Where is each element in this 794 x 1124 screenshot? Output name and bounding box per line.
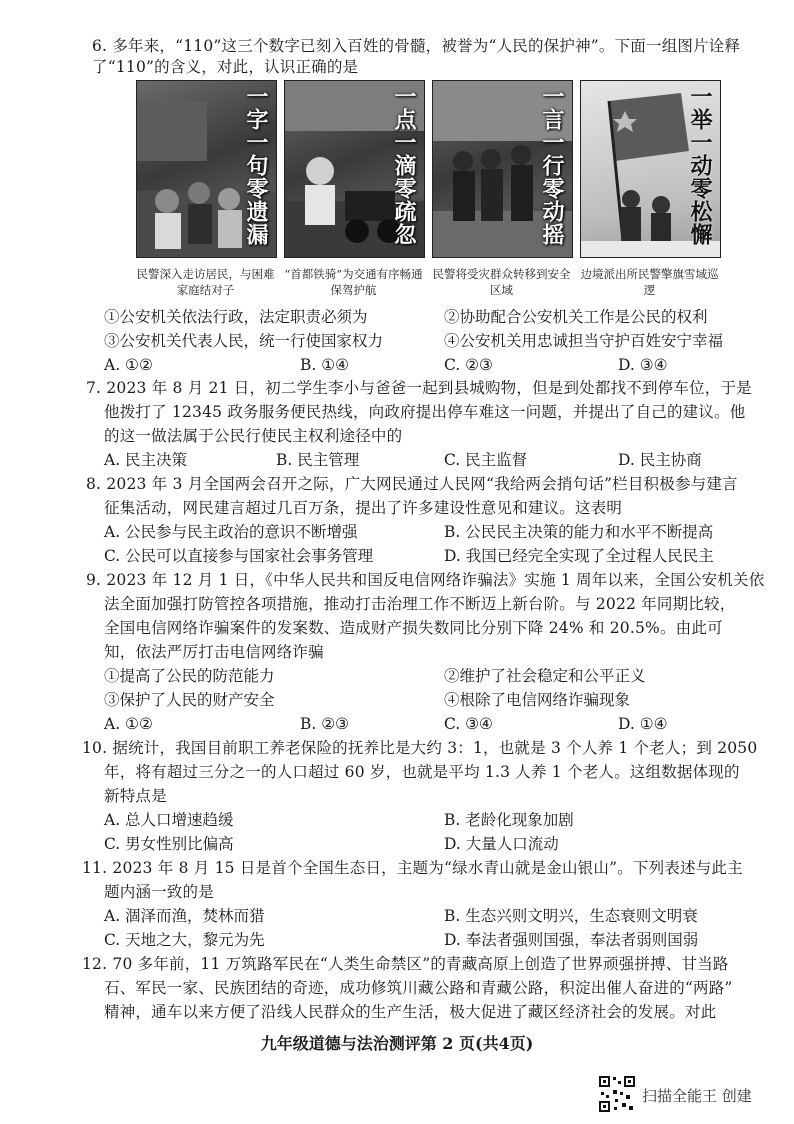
q6-option-d[interactable]: D. ③④ — [618, 356, 668, 374]
q8-option-c[interactable]: C. 公民可以直接参与国家社会事务管理 — [104, 547, 374, 565]
photo-rescue — [432, 80, 573, 258]
q11-option-b[interactable]: B. 生态兴则文明兴，生态衰则文明衰 — [444, 907, 698, 925]
q6-statement-4: ④公安机关用忠诚担当守护百姓安宁幸福 — [444, 332, 724, 350]
q7-stem-line2: 他拨打了 12345 政务服务便民热线，向政府提出停车难这一问题，并提出了自己的建议。他 — [104, 403, 746, 421]
q12-stem-line1: 12. 70 多年前，11 万筑路军民在“人类生命禁区”的青藏高原上创造了世界顽强拼搏、甘当路 — [82, 955, 729, 973]
photo-caption: 民警深入走访居民，与困难家庭结对子 — [136, 267, 275, 297]
photo-caption: “首都铁骑”为交通有序畅通保驾护航 — [284, 267, 423, 297]
q9-stem-line4: 知，依法严厉打击电信网络诈骗 — [104, 643, 324, 661]
photo-slogan: 一点一滴零疏忽 — [391, 85, 417, 246]
q6-stem-line1: 6. 多年来，“110”这三个数字已刻入百姓的骨髓，被誉为“人民的保护神”。下面一组图片诠释 — [92, 37, 741, 55]
q9-option-d[interactable]: D. ①④ — [618, 715, 668, 733]
q9-stem-line3: 全国电信网络诈骗案件的发案数、造成财产损失数同比分别下降 24% 和 20.5%。由此可 — [104, 619, 723, 637]
q6-photo-strip — [136, 80, 720, 297]
q7-option-b[interactable]: B. 民主管理 — [276, 451, 360, 469]
q7-option-d[interactable]: D. 民主协商 — [618, 451, 702, 469]
photo-police-visit — [136, 80, 277, 258]
q9-statement-3: ③保护了人民的财产安全 — [104, 691, 275, 709]
q8-stem-line2: 征集活动，网民建言超过几百万条，提出了许多建设性意见和建议。这表明 — [104, 499, 623, 517]
q9-option-b[interactable]: B. ②③ — [300, 715, 350, 733]
q10-option-a[interactable]: A. 总人口增速趋缓 — [104, 811, 234, 829]
q11-stem-line1: 11. 2023 年 8 月 15 日是首个全国生态日，主题为“绿水青山就是金山银山”。下列表述与此主 — [82, 859, 743, 877]
q7-option-a[interactable]: A. 民主决策 — [104, 451, 188, 469]
q6-option-c[interactable]: C. ②③ — [444, 356, 493, 374]
watermark-text: 扫描全能王 创建 — [642, 1087, 752, 1105]
q11-option-a[interactable]: A. 涸泽而渔，焚林而猎 — [104, 907, 265, 925]
q9-statement-4: ④根除了电信网络诈骗现象 — [444, 691, 631, 709]
q9-statement-1: ①提高了公民的防范能力 — [104, 667, 275, 685]
q6-statement-3: ③公安机关代表人民，统一行使国家权力 — [104, 332, 384, 350]
photo-slogan: 一举一动零松懈 — [687, 85, 713, 246]
q10-stem-line3: 新特点是 — [104, 787, 167, 805]
q11-option-d[interactable]: D. 奉法者强则国强，奉法者弱则国弱 — [444, 931, 699, 949]
q8-stem-line1: 8. 2023 年 3 月全国两会召开之际，广大网民通过人民网“我给两会捎句话”栏目积极参与建言 — [86, 475, 738, 493]
q10-option-c[interactable]: C. 男女性别比偏高 — [104, 835, 234, 853]
q9-stem-line1: 9. 2023 年 12 月 1 日，《中华人民共和国反电信网络诈骗法》实施 1 周年以来，全国公安机关依 — [86, 571, 765, 589]
q7-stem-line1: 7. 2023 年 8 月 21 日，初二学生李小与爸爸一起到县城购物，但是到处都找不到停车位，于是 — [86, 379, 752, 397]
page-footer: 九年级道德与法治测评第 2 页(共4页) — [260, 1034, 534, 1053]
q6-option-a[interactable]: A. ①② — [104, 356, 153, 374]
q11-option-c[interactable]: C. 天地之大，黎元为先 — [104, 931, 265, 949]
photo-slogan: 一言一行零动摇 — [539, 85, 565, 246]
photo-caption: 民警将受灾群众转移到安全区域 — [432, 267, 571, 297]
q12-stem-line2: 石、军民一家、民族团结的奇迹，成功修筑川藏公路和青藏公路，积淀出催人奋进的“两路” — [104, 979, 733, 997]
q10-option-b[interactable]: B. 老龄化现象加剧 — [444, 811, 574, 829]
q11-stem-line2: 题内涵一致的是 — [104, 883, 214, 901]
q12-stem-line3: 精神，通车以来方便了沿线人民群众的生产生活，极大促进了藏区经济社会的发展。对此 — [104, 1003, 717, 1021]
photo-border-patrol — [580, 80, 721, 258]
q7-stem-line3: 的这一做法属于公民行使民主权利途径中的 — [104, 427, 403, 445]
q6-statement-2: ②协助配合公安机关工作是公民的权利 — [444, 308, 708, 326]
q10-stem-line1: 10. 据统计，我国目前职工养老保险的抚养比是大约 3：1，也就是 3 个人养 1 个老人；到 2050 — [82, 739, 758, 757]
q8-option-b[interactable]: B. 公民民主决策的能力和水平不断提高 — [444, 523, 714, 541]
q8-option-d[interactable]: D. 我国已经完全实现了全过程人民民主 — [444, 547, 714, 565]
photo-slogan: 一字一句零遗漏 — [243, 85, 269, 246]
q9-option-c[interactable]: C. ③④ — [444, 715, 493, 733]
scanner-watermark — [598, 1075, 788, 1115]
q8-option-a[interactable]: A. 公民参与民主政治的意识不断增强 — [104, 523, 358, 541]
q9-stem-line2: 法全面加强打防管控各项措施，推动打击治理工作不断迈上新台阶。与 2022 年同期比较， — [104, 595, 736, 613]
photo-traffic-police — [284, 80, 425, 258]
q6-stem-line2: 了“110”的含义，对此，认识正确的是 — [92, 58, 359, 76]
q9-option-a[interactable]: A. ①② — [104, 715, 153, 733]
qr-code-icon — [598, 1075, 636, 1113]
q7-option-c[interactable]: C. 民主监督 — [444, 451, 528, 469]
photo-caption: 边境派出所民警擎旗雪域巡逻 — [580, 267, 719, 297]
q9-statement-2: ②维护了社会稳定和公平正义 — [444, 667, 646, 685]
q6-statement-1: ①公安机关依法行政，法定职责必须为 — [104, 308, 368, 326]
q10-stem-line2: 年，将有超过三分之一的人口超过 60 岁，也就是平均 1.3 人养 1 个老人。这组数据体现的 — [104, 763, 740, 781]
q6-option-b[interactable]: B. ①④ — [300, 356, 350, 374]
q10-option-d[interactable]: D. 大量人口流动 — [444, 835, 559, 853]
